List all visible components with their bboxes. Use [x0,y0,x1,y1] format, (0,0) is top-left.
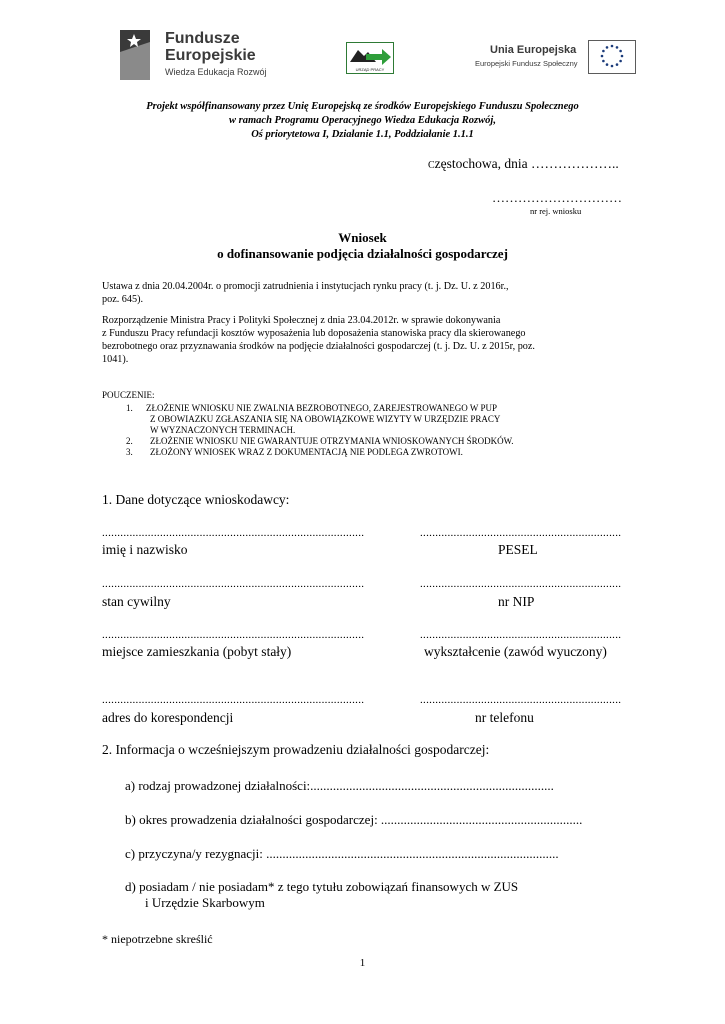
notice-2-num: 2. [126,436,133,446]
notice-block [102,390,662,470]
urzad-pracy-logo [346,42,394,74]
education-input[interactable]: .................................................................. [420,629,622,641]
marital-status-label: stan cywilny [102,594,171,609]
legal-act-2 [102,314,622,366]
notice-1-line3: W WYZNACZONYCH TERMINACH. [150,425,296,435]
project-line1: Projekt współfinansowany przez Unię Europejską ze środków Europejskiego Funduszu Społecznego [146,101,579,112]
place-date [428,156,619,172]
title-line1: Wniosek [338,230,387,245]
fe-flag-icon [120,28,160,82]
city-prefix: C [428,160,435,171]
section2-heading: 2. Informacja o wcześniejszym prowadzeniu działalności gospodarczej: [102,742,490,757]
registration-label: nr rej. wniosku [530,206,582,216]
legal-act-2-line3: bezrobotnego oraz przyznawania środków na podjęcie działalności gospodarczej (t. j. Dz. U. z 2015r, poz. [102,341,535,352]
education-label: wykształcenie (zawód wyuczony) [424,644,607,659]
unia-europejska-logo [470,40,640,78]
notice-1-line1: ZŁOŻENIE WNIOSKU NIE ZWALNIA BEZROBOTNEGO, ZAREJESTROWANEGO W PUP [146,403,497,413]
notice-1-num: 1. [126,403,133,413]
fundusze-europejskie-logo [120,28,290,84]
legal-act-2-line1: Rozporządzenie Ministra Pracy i Polityki Społecznej z dnia 23.04.2012r. w sprawie dokonywania [102,315,501,326]
footnote: * niepotrzebne skreślić [102,932,213,946]
notice-1-line2: Z OBOWIAZKU ZGŁASZANIA SIĘ NA OBOWIĄZKOWE WIZYTY W URZĘDZIE PRACY [150,414,501,424]
urzad-pracy-arrow-icon [346,42,394,74]
correspondence-address-label: adres do korespondencji [102,710,234,725]
ue-logo-line2: Europejski Fundusz Społeczny [475,59,578,68]
date-dots: ……………….. [531,156,619,171]
section1-heading: 1. Dane dotyczące wnioskodawcy: [102,492,290,507]
legal-act-2-line2: z Funduszu Pracy refundacji kosztów wyposażenia lub doposażenia stanowiska pracy dla skierowanego [102,328,526,339]
resignation-reason-field[interactable]: c) przyczyna/y rezygnacji: .......................................................................................... [125,846,559,861]
project-info [0,100,725,142]
ue-logo-line1: Unia Europejska [490,44,577,56]
legal-act-1 [102,280,622,306]
urzad-pracy-caption: URZĄD PRACY [355,67,385,72]
nip-input[interactable]: .................................................................. [420,578,622,590]
phone-label: nr telefonu [475,710,534,725]
previous-activity-period-field[interactable]: b) okres prowadzenia działalności gospodarczej: .............................................................. [125,812,583,827]
obligations-statement-line2: i Urzędzie Skarbowym [145,895,265,910]
name-label: imię i nazwisko [102,542,188,557]
nip-label: nr NIP [498,594,535,609]
document-title [0,230,725,262]
eu-flag-icon [588,40,636,74]
residence-input[interactable]: ...................................................................................... [102,629,365,641]
previous-activity-type-field[interactable]: a) rodzaj prowadzonej działalności:........................................................................... [125,778,554,793]
notice-2-line1: ZŁOŻENIE WNIOSKU NIE GWARANTUJE OTRZYMANIA WNIOSKOWANYCH ŚRODKÓW. [150,436,514,446]
fe-logo-line1: Fundusze [165,30,240,47]
project-line3: Oś priorytetowa I, Działanie 1.1, Poddziałanie 1.1.1 [251,129,474,140]
notice-heading: POUCZENIE: [102,390,155,400]
page-number: 1 [359,957,366,969]
correspondence-address-input[interactable]: ...................................................................................... [102,694,365,706]
city-rest: zęstochowa, dnia [434,156,528,171]
obligations-statement-line1[interactable]: d) posiadam / nie posiadam* z tego tytułu zobowiązań finansowych w ZUS [125,879,519,894]
pesel-input[interactable]: .................................................................. [420,527,622,539]
project-line2: w ramach Programu Operacyjnego Wiedza Edukacja Rozwój, [229,115,496,126]
name-input[interactable]: ...................................................................................... [102,527,365,539]
notice-3-num: 3. [126,447,133,457]
notice-3-line1: ZŁOŻONY WNIOSEK WRAZ Z DOKUMENTACJĄ NIE PODLEGA ZWROTOWI. [150,447,463,457]
registration-number-field[interactable]: ………………………… [492,190,622,205]
pesel-label: PESEL [498,542,538,557]
legal-act-1-line2: poz. 645). [102,294,144,305]
marital-status-input[interactable]: ...................................................................................... [102,578,365,590]
phone-input[interactable]: .................................................................. [420,694,622,706]
residence-label: miejsce zamieszkania (pobyt stały) [102,644,292,659]
legal-act-2-line4: 1041). [102,354,129,365]
legal-act-1-line1: Ustawa z dnia 20.04.2004r. o promocji zatrudnienia i instytucjach rynku pracy (t. j. Dz. U. z 2016r., [102,281,509,292]
fe-logo-line3: Wiedza Edukacja Rozwój [165,67,267,77]
title-line2: o dofinansowanie podjęcia działalności gospodarczej [217,246,508,261]
fe-logo-line2: Europejskie [165,47,256,64]
